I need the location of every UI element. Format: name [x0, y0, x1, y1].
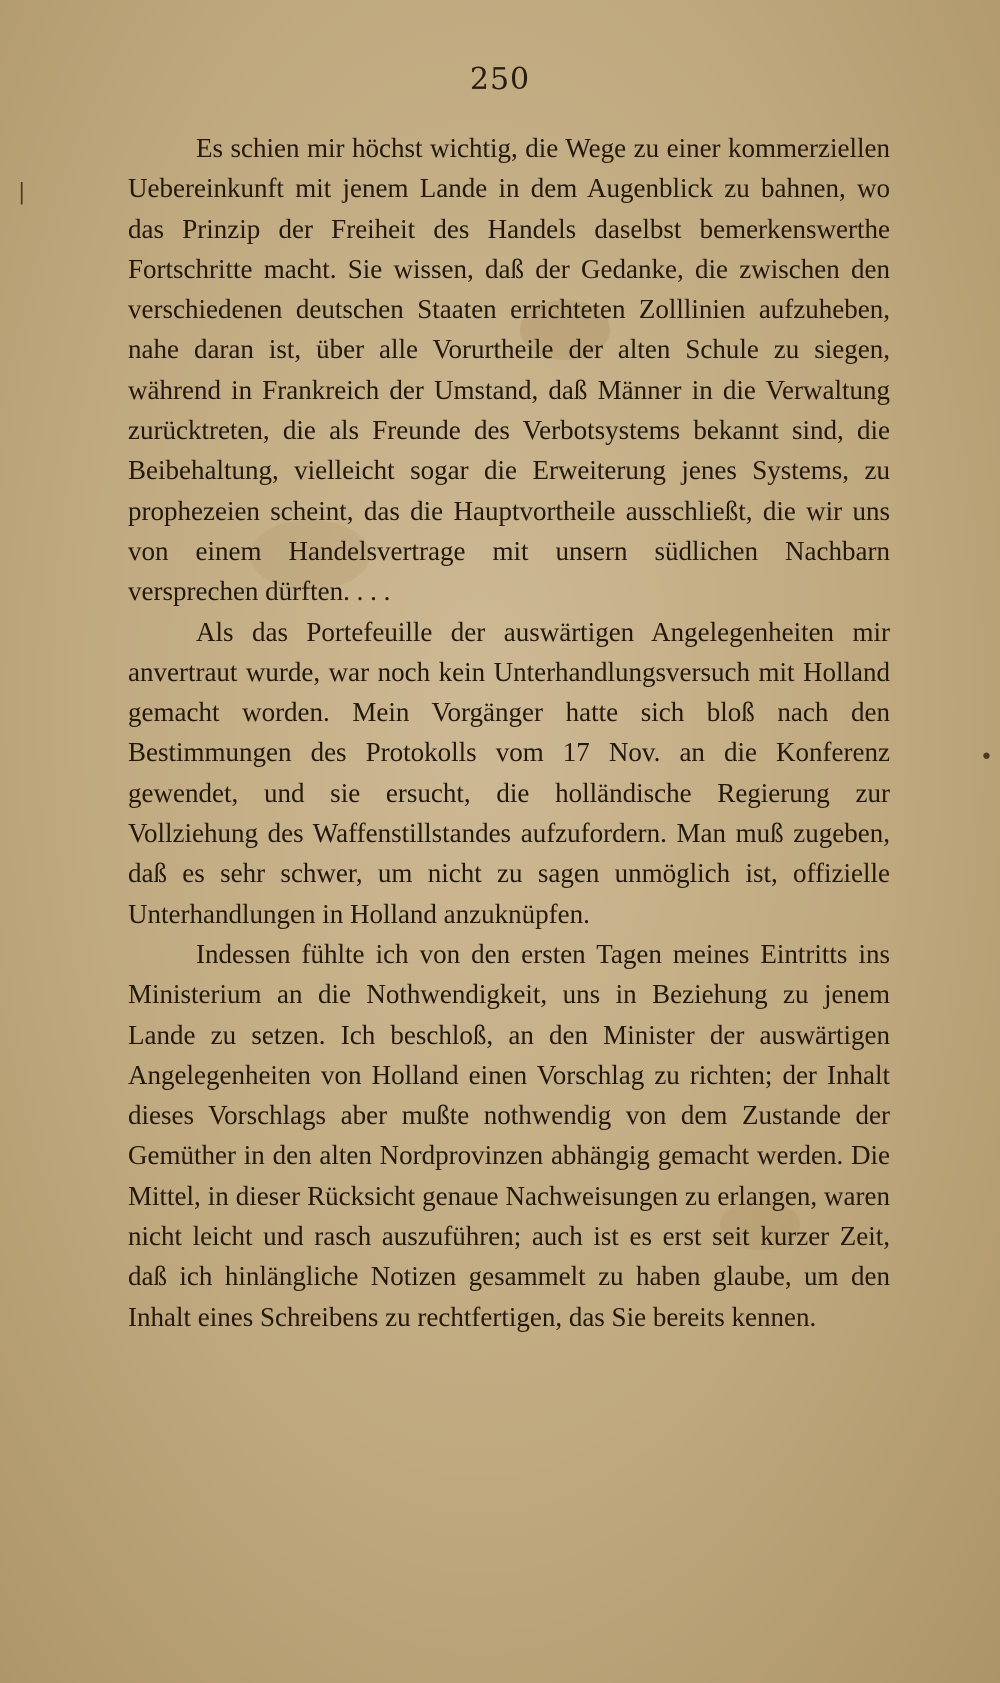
margin-mark: • — [980, 745, 993, 770]
page-number: 250 — [469, 62, 531, 97]
paragraph-2: Als das Portefeuille der auswärtigen Angelegenheiten mir anvertraut wurde, war noch kein Unterhandlungsversuch mit Holland gemacht worden. Mein Vorgänger hatte sich bloß nach den Bestimmungen des Protokolls vom 17 Nov. an die Konferenz gewendet, und sie ersucht, die holländische Regierung zur Vollziehung des Waffenstillstandes aufzufordern. Man muß zugeben, daß es sehr schwer, um nicht zu sagen unmöglich ist, offizielle Unterhandlungen in Holland anzuknüpfen. — [128, 616, 890, 929]
body-text — [128, 128, 890, 1337]
margin-mark: | — [18, 180, 26, 205]
paragraph-3: Indessen fühlte ich von den ersten Tagen meines Eintritts ins Ministerium an die Nothwendigkeit, uns in Beziehung zu jenem Lande zu setzen. Ich beschloß, an den Minister der auswärtigen Angelegenheiten von Holland einen Vorschlag zu richten; der Inhalt dieses Vorschlags aber mußte nothwendig von dem Zustande der Gemüther in den alten Nordprovinzen abhängig gemacht werden. Die Mittel, in dieser Rücksicht genaue Nachweisungen zu erlangen, waren nicht leicht und rasch auszuführen; auch ist es erst seit kurzer Zeit, daß ich hinlängliche Notizen gesammelt zu haben glaube, um den Inhalt eines Schreibens zu rechtfertigen, das Sie bereits kennen. — [128, 938, 890, 1332]
paragraph-1: Es schien mir höchst wichtig, die Wege zu einer kommerziellen Uebereinkunft mit jenem Lande in dem Augenblick zu bahnen, wo das Prinzip der Freiheit des Handels daselbst bemerkenswerthe Fortschritte macht. Sie wissen, daß der Gedanke, die zwischen den verschiedenen deutschen Staaten errichteten Zolllinien aufzuheben, nahe daran ist, über alle Vorurtheile der alten Schule zu siegen, während in Frankreich der Umstand, daß Männer in die Verwaltung zurücktreten, die als Freunde des Verbotsystems bekannt sind, die Beibehaltung, vielleicht sogar die Erweiterung jenes Systems, zu prophezeien scheint, das die Hauptvortheile ausschließt, die wir uns von einem Handelsvertrage mit unsern südlichen Nachbarn versprechen dürften. . . . — [128, 133, 890, 607]
